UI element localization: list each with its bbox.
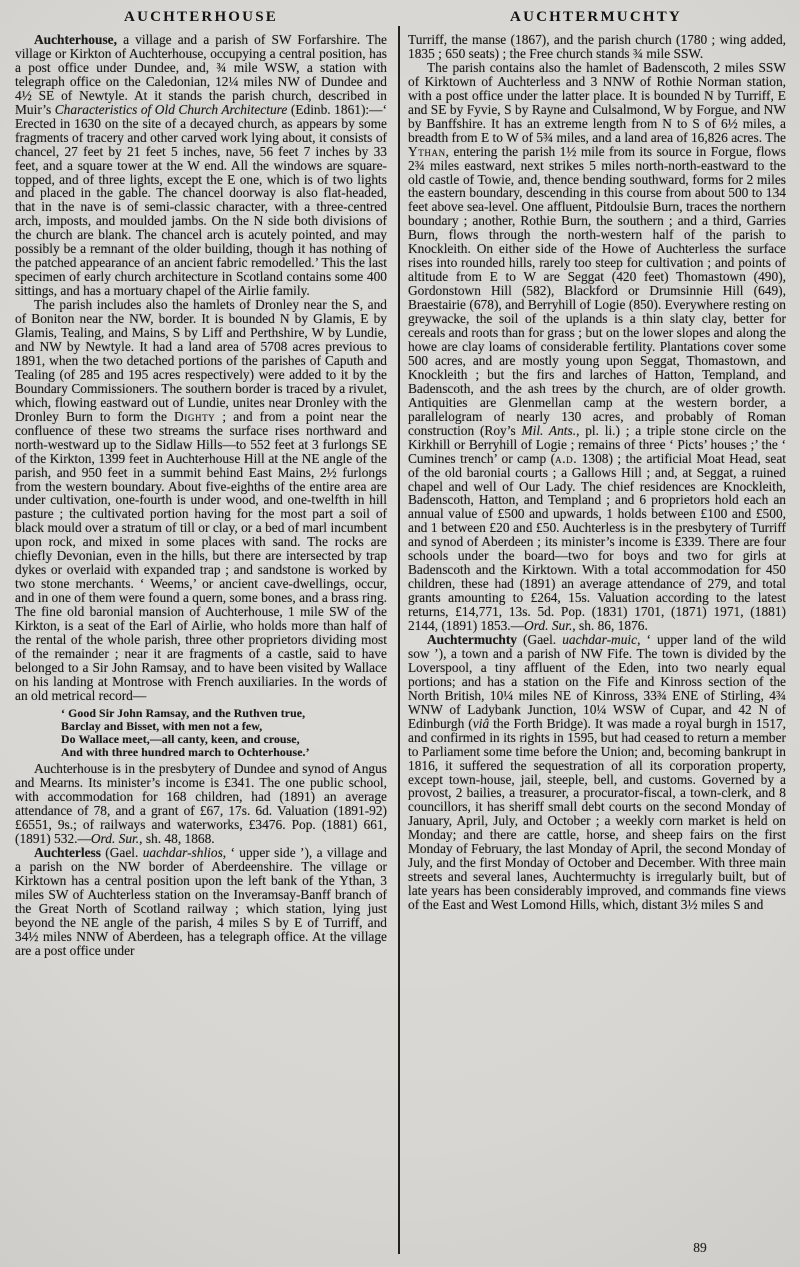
italic-text: uachdar-muic [562, 631, 638, 647]
paragraph: The parish includes also the hamlets of Dronley near the S, and of Boniton near the NW, border. It is bounded N by Glamis, E by Glamis, Tealing, and Mains, S by Liff and Perthshire, W by Lundie, and NW by Newtyle. It had a land area of 5708 acres previous to 1891, when the two detached portions of the parishes of Caputh and Tealing (of 285 and 195 acres respectively) were added to it by the Boundary Commissioners. The southern border is traced by a rivulet, which, flowing eastward out of Lundie, unites near Dronley with the Dronley Burn to form the Dighty ; and from a point near the confluence of these two streams the surface rises northward and north-westward up to the Sidlaw Hills—to 552 feet at 3 furlongs SE of the Kirkton, 1399 feet in Auchterhouse Hill at the NE angle of the parish, and 950 feet in a summit behind East Mains, 2½ furlongs from the western boundary. About five-eighths of the entire area are under cultivation, one-fourth is under wood, and one-twelfth in hill pasture ; the cultivated portion having for the most part a soil of black mould over a stratum of till or clay, or a bed of marl incumbent upon rock, and mixed in some places with sand. The rocks are chiefly Devonian, even in the hills, but there are intersected by trap dykes or overlaid with expanded trap ; and sandstone is worked by two stone merchants. ‘ Weems,’ or ancient cave-dwellings, occur, and in one of them were found a quern, some bones, and a brass ring. The fine old baronial mansion of Auchterhouse, 1 mile SW of the Kirkton, is a seat of the Earl of Airlie, who holds more than half of the rental of the whole parish, three other proprietors dividing most of the remainder ; near it are fragments of a castle, said to have belonged to a Sir John Ramsay, and to have been visited by Wallace on his landing at Montrose with French auxiliaries. In the words of an old metrical record— [15, 297, 388, 703]
paragraph: Auchtermuchty (Gael. uachdar-muic, ‘ upper land of the wild sow ’), a town and a parish of NW Fife. The town is divided by the Loverspool, a tiny affluent of the Eden, into two nearly equal portions; and has a station on the Fife and Kinross section of the North British, 10¼ miles NE of Kinross, 33¾ ENE of Stirling, 4¾ WNW of Ladybank Junction, 10¼ WSW of Cupar, and 42 N of Edinburgh (viâ the Forth Bridge). It was made a royal burgh in 1517, and confirmed in its rights in 1595, but had ceased to return a member to Parliament some time before the Union; and, becoming bankrupt in 1816, it suffered the sequestration of all its corporation property, except town-house, jail, steeple, bell, and customs. Governed by a provost, 2 bailies, a treasurer, a procurator-fiscal, a town-clerk, and 8 councillors, it has sheriff small debt courts on the second Monday of January, April, July, and October ; a weekly corn market is held on Monday; and there are cattle, horse, and sheep fairs on the first Monday of February, the last Monday of April, the second Monday of July, and the first Monday of October and December. With three main streets and several lanes, Auchtermuchty is irregularly built, but of late years has been considerably improved, and commands fine views of the East and West Lomond Hills, which, distant 3½ miles S and [408, 631, 787, 913]
paragraph: Auchterhouse, a village and a parish of SW Forfarshire. The village or Kirkton of Auchterhouse, occupying a central position, has a post office under Dundee, and, ¾ mile WSW, a station with telegraph office on the Caledonian, 12¼ miles NW of Dundee and 4½ SE of Newtyle. At it stands the parish church, described in Muir’s Characteristics of Old Church Architecture (Edinb. 1861):—‘ Erected in 1630 on the site of a decayed church, as appears by some fragments of tracery and other carved work lying about, it consists of chancel, 27 feet by 21 feet 5 inches, nave, 56 feet 7 inches by 33 feet, and a square tower at the W end. All the windows are square-topped, and of three lights, except the E one, which is of two lights and placed in the gable. The chancel doorway is also flat-headed, that in the nave is of semi-classic character, with a three-centred arch, imposts, and moulded jambs. On the N side both divisions of the church are blank. The chancel arch is acutely pointed, and may possibly be a remnant of the older building, though it has nothing of the patched appearance of an ancient fabric remodelled.’ This the last specimen of early church architecture in Scotland contains some 400 sittings, and has a mortuary chapel of the Airlie family. [15, 32, 387, 299]
paragraph: Auchterhouse is in the presbytery of Dundee and synod of Angus and Mearns. Its minister’s income is £341. The one public school, with accommodation for 168 children, had (1891) an average attendance of 78, and a grant of £67, 17s. 6d. Valuation (1891-92) £6551, 9s.; of railways and waterworks, £3476. Pop. (1881) 661, (1891) 532.—Ord. Sur., sh. 48, 1868. [15, 761, 387, 846]
italic-text: Mil. Ants. [521, 422, 577, 438]
text-columns [15, 33, 786, 957]
italic-text: Characteristics of Old Church Architecture [54, 101, 288, 117]
right-column-text [408, 33, 786, 957]
italic-text: viâ [472, 715, 490, 731]
small-caps-text: a.d. [555, 450, 578, 466]
left-column-text [15, 33, 387, 957]
small-caps-text: Ythan [408, 143, 446, 159]
entry-name-bold: Auchterhouse, [34, 32, 117, 47]
italic-text: Ord. Sur. [90, 830, 140, 846]
italic-text: uachdar-shlios [142, 844, 223, 860]
paragraph: Turriff, the manse (1867), and the parish church (1780 ; wing added, 1835 ; 650 seats) ; the Free church stands ¾ mile SSW. [408, 32, 786, 61]
column-header-right: AUCHTERMUCHTY [510, 9, 682, 25]
paragraph: Auchterless (Gael. uachdar-shlios, ‘ upper side ’), a village and a parish on the NW border of Aberdeenshire. The village or Kirktown has a central position upon the left bank of the Ythan, 3 miles SW of Auchterless station on the Inveramsay-Banff branch of the Great North of Scotland railway ; which station, lying just beyond the NE angle of the parish, 4 miles S by E of Turriff, and 34½ miles NNW of Aberdeen, has a telegraph office. At the village are a post office under [15, 844, 388, 958]
paragraph: The parish contains also the hamlet of Badenscoth, 2 miles SSW of Kirktown of Auchterless and 3 NNW of Rothie Norman station, with a post office under the latter place. It is bounded N by Turriff, E and SE by Fyvie, S by Rayne and Culsalmond, W by Forgue, and NW by Banffshire. It has an extreme length from N to S of 6½ miles, a breadth from E to W of 5¾ miles, and a land area of 16,826 acres. The Ythan, entering the parish 1½ mile from its source in Forgue, flows 2¾ miles eastward, next strikes 5 miles north-north-eastward to the old castle of Towie, and, thence bending southward, forms for 2 miles the eastern boundary, descending in this course from about 500 to 134 feet above sea-level. One affluent, Pitdoulsie Burn, traces the northern boundary ; another, Rothie Burn, the southern ; and a third, Garries Burn, flows through the north-western half of the parish to Knockleith. On either side of the Howe of Auchterless the surface rises into rounded hills, rarely too steep for cultivation ; and points of altitude from E to W are Seggat (420 feet) Thomastown (490), Gordonstown Hill (582), Blackford or Drumsinnie Hill (649), Braestairie (678), and Berryhill of Logie (850). Everywhere resting on greywacke, the soil of the uplands is a thin slaty clay, better for cereals and roots than for grass ; but on the lower slopes and along the howe are clay loams of considerable fertility. Plantations cover some 500 acres, and are mostly young upon Seggat, Thomastown, and Knockleith ; but the firs and larches of Hatton, Templand, and Badenscoth, and the ash trees by the church, are of older growth. Antiquities are Glenmellan camp at the western border, a parallelogram of nearly 130 acres, and probably of Roman construction (Roy’s Mil. Ants., pl. li.) ; a triple stone circle on the Kirkhill or Berryhill of Logie ; remains of three ‘ Picts’ houses ;’ the ‘ Cumines trench’ or camp (a.d. 1308) ; the artificial Moat Head, seat of the old baronial courts ; a Gallows Hill ; and, at Seggat, a ruined chapel and well of Our Lady. The chief residences are Knockleith, Badenscoth, Hatton, and Templand ; and 6 proprietors hold each an annual value of £500 and upwards, 1 holds between £100 and £500, and 1 between £20 and £50. Auchterless is in the presbytery of Turriff and synod of Aberdeen ; its minister’s income is £339. There are four schools under the board—two for boys and two for girls at Badenscoth and the Kirktown. With a total accommodation for 450 children, these had (1891) an average attendance of 279, and total grants amounting to £264, 15s. Valuation according to the latest returns, £14,771, 13s. 5d. Pop. (1831) 1701, (1871) 1971, (1881) 2144, (1891) 1853.—Ord. Sur., sh. 86, 1876. [408, 59, 787, 634]
entry-name-bold: Auchterless [34, 844, 101, 860]
verse-quote: ‘ Good Sir John Ramsay, and the Ruthven true, Barclay and Bisset, with men not a few, Do Wallace meet,—all canty, keen, and crouse, And with three hundred march to Ochterhouse.’ [61, 705, 310, 760]
page-number: 89 [693, 1240, 707, 1255]
small-caps-text: Dighty [174, 408, 216, 424]
column-header-left: AUCHTERHOUSE [124, 9, 278, 25]
entry-name-bold: Auchtermuchty [427, 631, 518, 647]
italic-text: Ord. Sur. [524, 618, 573, 634]
